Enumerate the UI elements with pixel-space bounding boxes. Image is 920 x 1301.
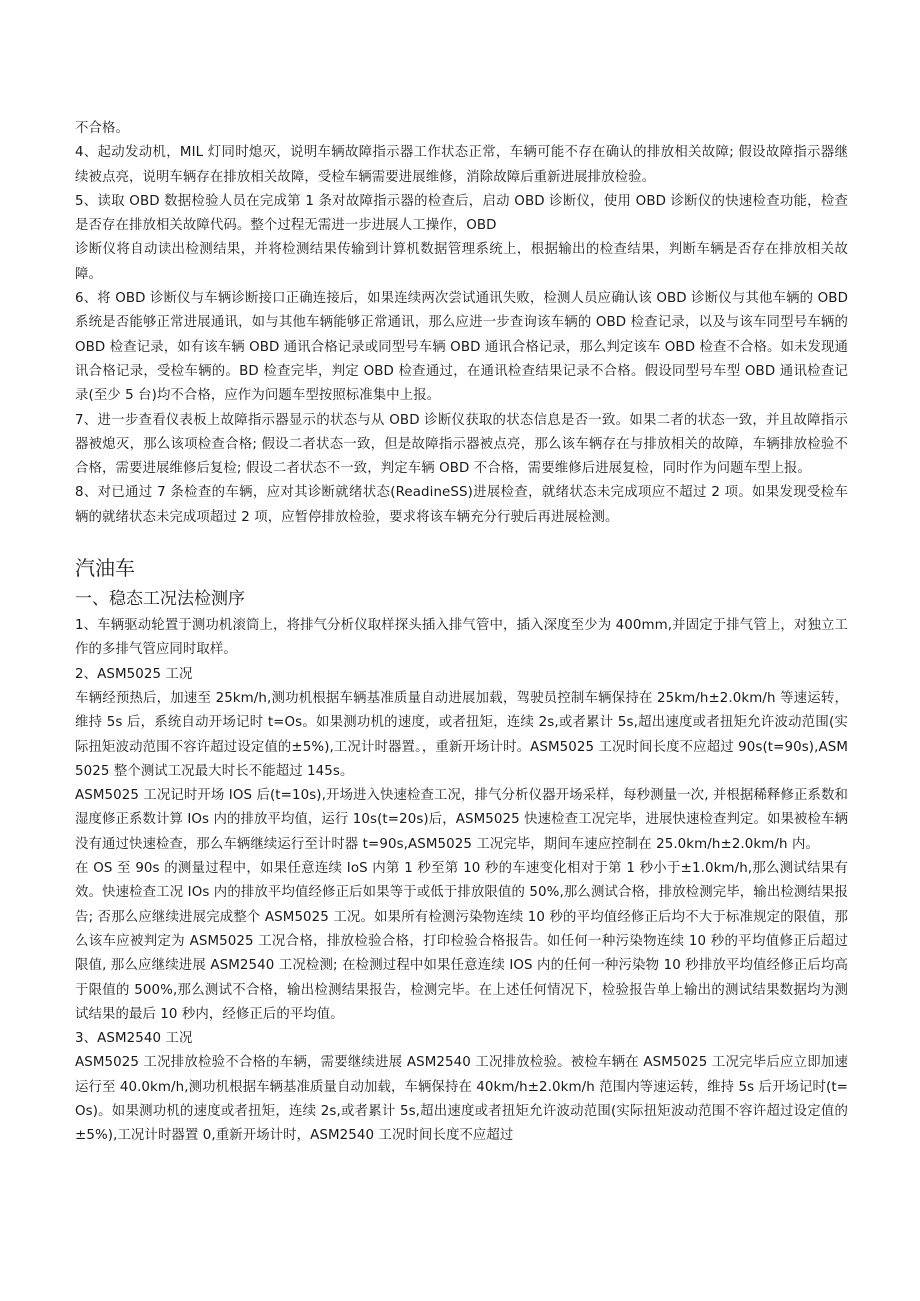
paragraph-step-4: 4、起动发动机，MIL 灯同时熄灭，说明车辆故障指示器工作状态正常，车辆可能不存在确认的排放相关故障; 假设故障指示器继续被点亮，说明车辆存在排放相关故障，受检车辆需要进展维修，消除故障后重新进展排放检验。 — [75, 145, 848, 185]
paragraph-step-7: 7、进一步查看仪表板上故障指示器显示的状态与从 OBD 诊断仪获取的状态信息是否一致。如果二者的状态一致，并且故障指示器被熄灭，那么该项检查合格; 假设二者状态一致，但是故障指示器被点亮，那么该车辆存在与排放相关的故障，车辆排放检验不合格，需要进展维修后复检; 假设二者状态不一致，判定车辆 OBD 不合格，需要维修后进展复检，同时作为问题车型上报。 — [75, 412, 848, 477]
paragraph-step-5-cont: 诊断仪将自动读出检测结果，并将检测结果传输到计算机数据管理系统上，根据输出的检查结果，判断车辆是否存在排放相关故障。 — [75, 242, 848, 282]
paragraph-step-5: 5、读取 OBD 数据检验人员在完成第 1 条对故障指示器的检查后，启动 OBD 诊断仪，使用 OBD 诊断仪的快速检查功能，检查是否存在排放相关故障代码。整个过程无需进一步进展人工操作，OBD — [75, 193, 848, 234]
paragraph-asm5025-a: 车辆经预热后，加速至 25km/h,测功机根据车辆基准质量自动进展加载，驾驶员控制车辆保持在 25km/h±2.0km/h 等速运转，维持 5s 后，系统自动开场记时 t=Os。如果测功机的速度，或者扭矩，连续 2s,或者累计 5s,超出速度或者扭矩允许波动范围(实际扭矩波动范围不容许超过设定值的±5%),工况计时器置。，重新开场计时。ASM5025 工况时间长度不应超过 90s(t=90s),ASM5025 整个测试工况最大时长不能超过 145s。 — [75, 690, 848, 779]
heading-asm5025: 2、ASM5025 工况 — [75, 666, 193, 682]
body-section — [75, 614, 848, 1149]
document-page — [75, 117, 848, 1149]
paragraph-step-8: 8、对已通过 7 条检查的车辆，应对其诊断就绪状态(ReadineSS)进展检查，就绪状态未完成项应不超过 2 项。如果发现受检车辆的就绪状态未完成项超过 2 项，应暂停排放检验，要求将该车辆充分行驶后再进展检测。 — [75, 485, 848, 525]
subsection-title: 一、稳态工况法检测序 — [75, 589, 245, 610]
paragraph-step-6: 6、将 OBD 诊断仪与车辆诊断接口正确连接后，如果连续两次尝试通讯失败，检测人员应确认该 OBD 诊断仪与其他车辆的 OBD 系统是否能够正常进展通讯，如与其他车辆能够正常通讯，那么应进一步查询该车辆的 OBD 检查记录，以及与该车同型号车辆的 OBD 检查记录，如有该车辆 OBD 通讯合格记录或同型号车辆 OBD 通讯合格记录，那么判定该车 OBD 检查不合格。如未发现通讯合格记录，受检车辆的。BD 检查完毕，判定 OBD 检查通过，在通讯检查结果记录不合格。假设同型号车型 OBD 通讯检查记录(至少 5 台)均不合格，应作为问题车型按照标准集中上报。 — [75, 291, 848, 404]
section-title: 汽油车 — [75, 556, 135, 581]
paragraph-intro: 不合格。 — [75, 121, 129, 136]
paragraph-asm2540: ASM5025 工况排放检验不合格的车辆，需要继续进展 ASM2540 工况排放检验。被检车辆在 ASM5025 工况完毕后应立即加速运行至 40.0km/h,测功机根据车辆基准质量自动加载，车辆保持在 40km/h±2.0km/h 范围内等速运转，维持 5s 后开场记时(t=Os)。如果测功机的速度或者扭矩，连续 2s,或者累计 5s,超出速度或者扭矩允许波动范围(实际扭矩波动范围不容许超过设定值的±5%),工况计时器置 0,重新开场计时，ASM2540 工况时间长度不应超过 — [75, 1055, 848, 1144]
paragraph-asm5025-b: ASM5025 工况记时开场 IOS 后(t=10s),开场进入快速检查工况，排气分析仪器开场采样，每秒测量一次, 并根据稀释修正系数和湿度修正系数计算 IOs 内的排放平均值，运行 10s(t=20s)后，ASM5025 快速检查工况完毕，进展快速检查判定。如果被检车辆没有通过快速检查，那么车辆继续运行至计时器 t=90s,ASM5025 工况完毕，期间车速应控制在 25.0km/h±2.0km/h 内。 — [75, 788, 848, 852]
paragraph-body-1: 1、车辆驱动轮置于测功机滚筒上，将排气分析仪取样探头插入排气管中，插入深度至少为 400mm,并固定于排气管上，对独立工作的多排气管应同时取样。 — [75, 618, 848, 658]
heading-asm2540: 3、ASM2540 工况 — [75, 1031, 193, 1047]
top-section — [75, 117, 848, 530]
paragraph-asm5025-c: 在 OS 至 90s 的测量过程中，如果任意连续 IoS 内第 1 秒至第 10 秒的车速变化相对于第 1 秒小于±1.0km/h,那么测试结果有效。快速检查工况 IOs 内的排放平均值经修正后如果等于或低于排放限值的 50%,那么测试合格，排放检测完毕，输出检测结果报告; 否那么应继续进展完成整个 ASM5025 工况。如果所有检测污染物连续 10 秒的平均值经修正后均不大于标准规定的限值，那么该车应被判定为 ASM5025 工况合格，排放检验合格，打印检验合格报告。如任何一种污染物连续 10 秒的平均值修正后超过限值, 那么应继续进展 ASM2540 工况检测; 在检测过程中如果任意连续 IOS 内的任何一种污染物 10 秒排放平均值经修正后均高于限值的 500%,那么测试不合格，输出检测结果报告，检测完毕。在上述任何情况下，检验报告单上输出的测试结果数据均为测试结果的最后 10 秒内，经修正后的平均值。 — [75, 861, 848, 1022]
